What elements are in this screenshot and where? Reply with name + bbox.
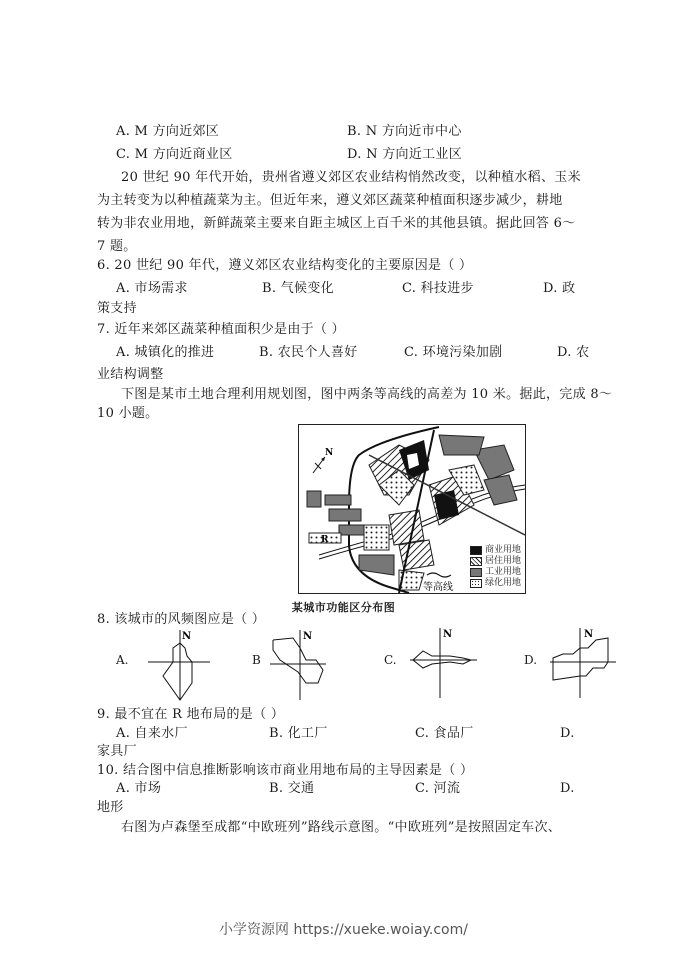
- legend-green: [470, 578, 521, 589]
- q8-option-b-label: B: [252, 653, 261, 667]
- legend-commercial: [470, 545, 521, 556]
- q10-wrap: 地形: [97, 800, 124, 815]
- north-label: N: [443, 629, 453, 640]
- q9-stem: 9. 最不宜在 R 地布局的是（ ）: [97, 707, 285, 722]
- q5-option-b: B. N 方向近市中心: [347, 124, 462, 139]
- q10-option-b: B. 交通: [269, 781, 315, 796]
- wind-rose-b: [268, 628, 333, 703]
- north-label: N: [584, 629, 594, 640]
- map-caption: 某城市功能区分布图: [291, 601, 396, 614]
- contour-label: 等高线: [423, 582, 453, 593]
- passage1-line: 为主转变为以种植蔬菜为主。但近年来，遵义郊区蔬菜种植面积逐步减少，耕地: [97, 193, 563, 208]
- passage1-line: 转为非农业用地，新鲜蔬菜主要来自距主城区上百千米的其他县镇。据此回答 6～: [97, 216, 576, 231]
- q9-option-d: D.: [560, 726, 575, 741]
- north-label: N: [182, 631, 192, 642]
- residential-swatch-icon: [470, 557, 482, 566]
- wind-rose-d: [548, 626, 618, 701]
- legend-industrial: [470, 567, 521, 578]
- q6-option-b: B. 气候变化: [262, 281, 334, 296]
- passage3-line: 右图为卢森堡至成都“中欧班列”路线示意图。“中欧班列”是按照固定车次、: [121, 820, 562, 835]
- q6-option-a: A. 市场需求: [116, 281, 188, 296]
- q5-option-a: A. M 方向近郊区: [116, 124, 220, 139]
- legend-label: 居住用地: [484, 556, 521, 566]
- q7-option-d: D. 农: [557, 345, 590, 360]
- q7-wrap: 业结构调整: [97, 367, 164, 382]
- q5-option-d: D. N 方向近工业区: [347, 147, 463, 162]
- q9-wrap: 家具厂: [97, 744, 137, 759]
- q7-option-b: B. 农民个人喜好: [259, 345, 358, 360]
- q10-option-d: D.: [560, 781, 575, 796]
- q7-stem: 7. 近年来郊区蔬菜种植面积少是由于（ ）: [97, 322, 345, 337]
- q10-stem: 10. 结合图中信息推断影响该市商业用地布局的主导因素是（ ）: [97, 763, 474, 778]
- q7-option-a: A. 城镇化的推进: [116, 345, 215, 360]
- north-label: N: [303, 631, 313, 642]
- q8-option-d-label: D.: [524, 653, 538, 667]
- q10-option-c: C. 河流: [415, 781, 461, 796]
- passage1-line: 20 世纪 90 年代开始，贵州省遵义郊区农业结构悄然改变，以种植水稻、玉米: [121, 170, 581, 185]
- q9-option-b: B. 化工厂: [269, 726, 328, 741]
- q8-option-c-label: C.: [384, 653, 397, 667]
- q8-stem: 8. 该城市的风频图应是（ ）: [97, 612, 266, 627]
- green-swatch-icon: [470, 579, 482, 588]
- city-land-use-map: [298, 424, 526, 594]
- passage2-line: 10 小题。: [97, 406, 159, 421]
- passage2-line: 下图是某市土地合理利用规划图，图中两条等高线的高差为 10 米。据此，完成 8～: [121, 387, 613, 402]
- legend-label: 工业用地: [484, 567, 521, 577]
- q6-wrap: 策支持: [97, 301, 137, 316]
- contour-line-icon: [427, 573, 451, 577]
- q5-option-c: C. M 方向近商业区: [116, 147, 233, 162]
- wind-rose-a: [145, 628, 215, 703]
- q6-stem: 6. 20 世纪 90 年代，遵义郊区农业结构变化的主要原因是（ ）: [97, 258, 473, 273]
- wind-rose-c: [405, 626, 480, 701]
- q6-option-c: C. 科技进步: [402, 281, 474, 296]
- commercial-swatch-icon: [470, 546, 482, 555]
- legend-residential: [470, 556, 521, 567]
- q9-option-c: C. 食品厂: [415, 726, 474, 741]
- q8-option-a-label: A.: [116, 653, 129, 667]
- r-label: R: [321, 535, 329, 545]
- north-label: N: [325, 448, 334, 458]
- industrial-swatch-icon: [470, 568, 482, 577]
- q10-option-a: A. 市场: [116, 781, 162, 796]
- footer-watermark: 小学资源网 https://xueke.woiay.com/: [219, 922, 468, 938]
- q7-option-c: C. 环境污染加剧: [404, 345, 503, 360]
- q6-option-d: D. 政: [543, 281, 576, 296]
- legend-label: 商业用地: [484, 545, 521, 555]
- legend-label: 绿化用地: [484, 578, 521, 588]
- q9-option-a: A. 自来水厂: [116, 726, 188, 741]
- passage1-line: 7 题。: [97, 239, 137, 254]
- map-legend: [470, 545, 521, 589]
